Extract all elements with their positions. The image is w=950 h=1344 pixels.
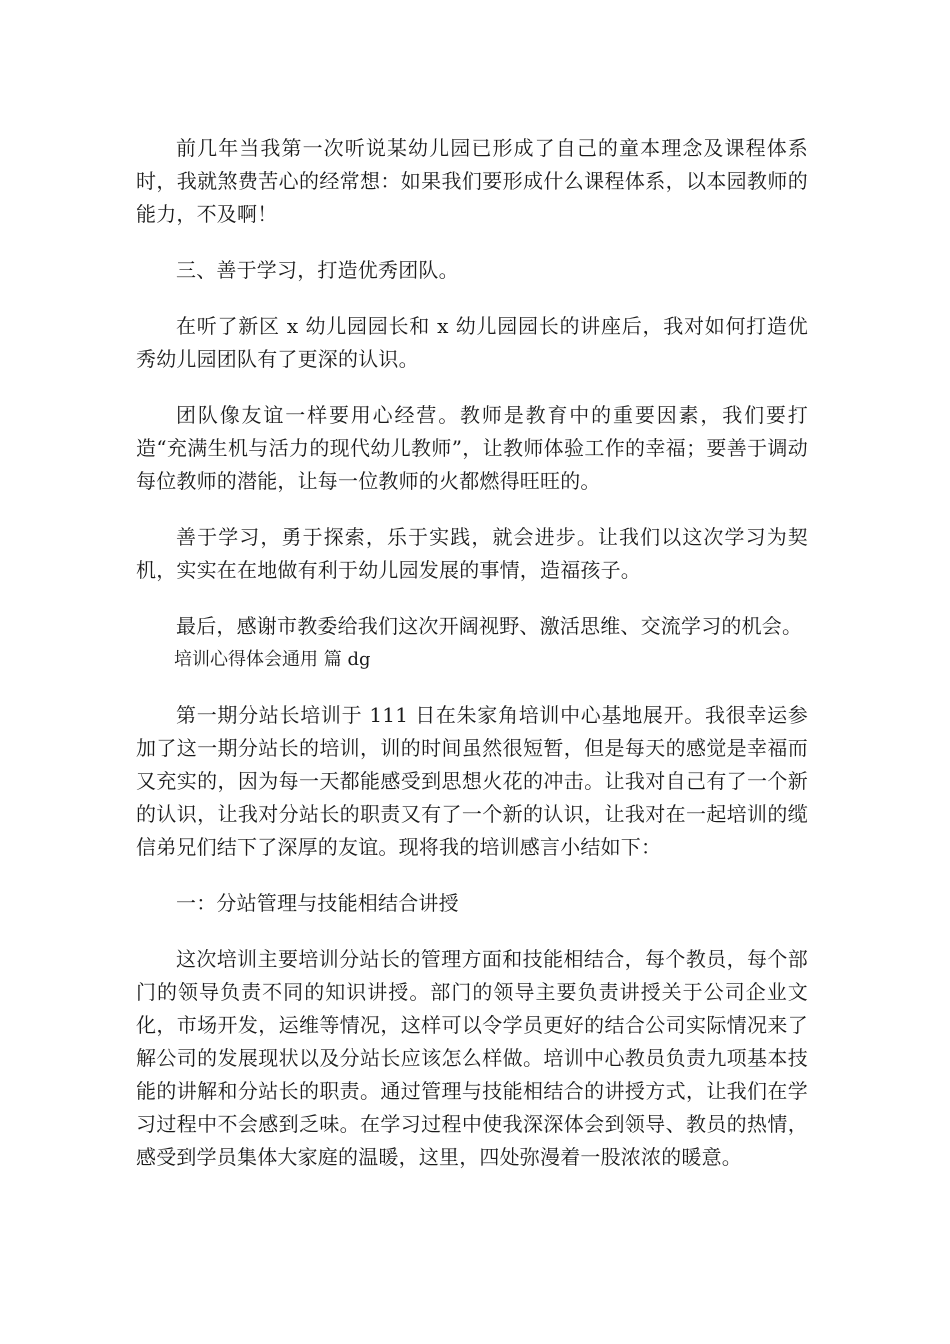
heading-management-skills: 一：分站管理与技能相结合讲授 [176,891,459,915]
document-page [136,132,808,1174]
paragraph-progress: 善于学习，勇于探索，乐于实践，就会进步。让我们以这次学习为契机，实实在在地做有利于幼儿园发展的事情，造福孩子。 [136,525,808,582]
paragraph-lecture: 在听了新区 x 幼儿园园长和 x 幼儿园园长的讲座后，我对如何打造优秀幼儿园团队有了更深的认识。 [136,314,808,371]
paragraph-team-friendship: 团队像友谊一样要用心经营。教师是教育中的重要因素，我们要打造“充满生机与活力的现代幼儿教师”，让教师体验工作的幸福；要善于调动每位教师的潜能，让每一位教师的火都燃得旺旺的。 [136,403,808,493]
section-title: 培训心得体会通用 篇 dg [174,649,371,670]
heading-learning-team: 三、善于学习，打造优秀团队。 [176,258,459,282]
paragraph-thanks: 最后，感谢市教委给我们这次开阔视野、激活思维、交流学习的机会。 [176,614,803,638]
paragraph-curriculum: 前几年当我第一次听说某幼儿园已形成了自己的童本理念及课程体系时，我就煞费苦心的经常想：如果我们要形成什么课程体系，以本园教师的能力，不及啊！ [136,136,808,226]
paragraph-training-details: 这次培训主要培训分站长的管理方面和技能相结合，每个教员，每个部门的领导负责不同的知识讲授。部门的领导主要负责讲授关于公司企业文化，市场开发，运维等情况，这样可以令学员更好的结合公司实际情况来了解公司的发展现状以及分站长应该怎么样做。培训中心教员负责九项基本技能的讲解和分站长的职责。通过管理与技能相结合的讲授方式，让我们在学习过程中不会感到乏味。在学习过程中使我深深体会到领导、教员的热情，感受到学员集体大家庭的温暖，这里，四处弥漫着一股浓浓的暖意。 [136,947,808,1169]
paragraph-training-intro: 第一期分站长培训于 111 日在朱家角培训中心基地展开。我很幸运参加了这一期分站长的培训，训的时间虽然很短暂，但是每天的感觉是幸福而又充实的，因为每一天都能感受到思想火花的冲击。让我对自己有了一个新的认识，让我对分站长的职责又有了一个新的认识，让我对在一起培训的缆信弟兄们结下了深厚的友谊。现将我的培训感言小结如下： [136,703,808,859]
